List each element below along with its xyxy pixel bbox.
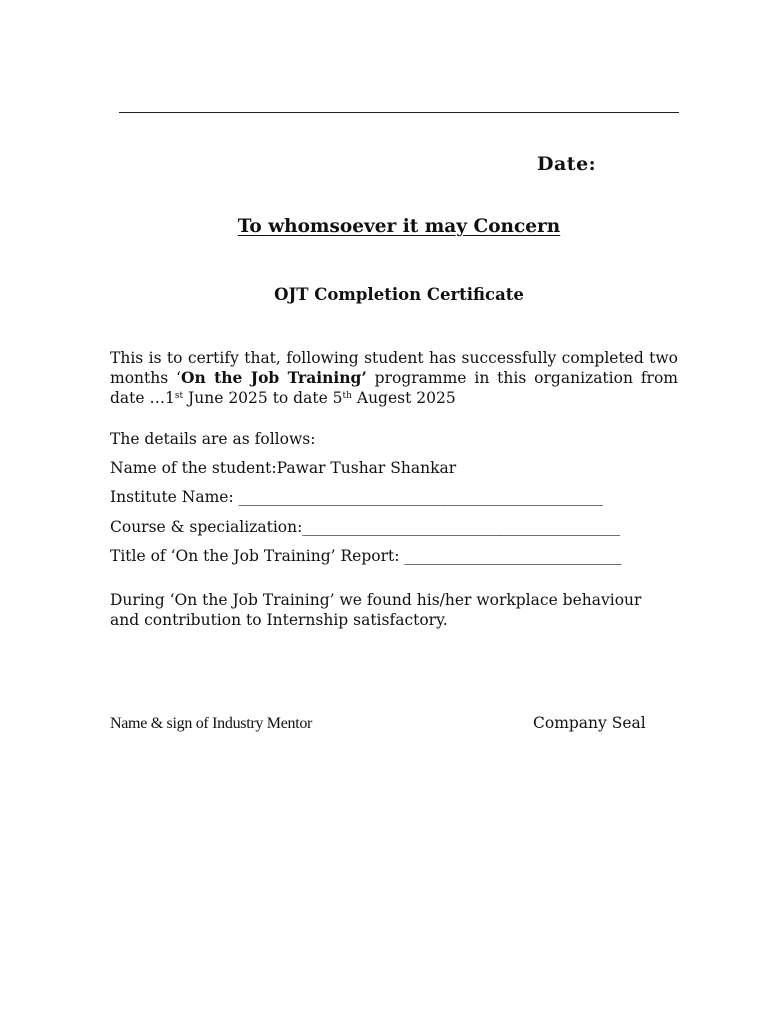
certification-text-part2: programme in this organization from date …1 bbox=[110, 369, 678, 407]
report-title-line: Title of ‘On the Job Training’ Report: ____________________________ bbox=[110, 547, 622, 565]
behaviour-paragraph bbox=[110, 590, 670, 630]
certification-paragraph bbox=[110, 348, 678, 408]
ordinal-superscript-start: st bbox=[174, 391, 184, 401]
company-seal-label: Company Seal bbox=[533, 714, 646, 732]
behaviour-line-2: and contribution to Internship satisfactory. bbox=[110, 611, 448, 629]
concern-heading: To whomsoever it may Concern bbox=[237, 216, 561, 237]
certification-text-part3: June 2025 to date 5 bbox=[183, 389, 343, 407]
mentor-signature-label: Name & sign of Industry Mentor bbox=[110, 715, 313, 732]
date-label: Date: bbox=[537, 153, 597, 175]
institute-name-line: Institute Name: _______________________________________________ bbox=[110, 488, 603, 506]
course-specialization-line: Course & specialization:_________________________________________ bbox=[110, 518, 621, 536]
letterhead-rule bbox=[119, 112, 679, 113]
behaviour-line-1: During ‘On the Job Training’ we found his/her workplace behaviour bbox=[110, 591, 642, 609]
training-name-bold: On the Job Training’ bbox=[181, 368, 367, 387]
certificate-title: OJT Completion Certificate bbox=[274, 285, 524, 304]
details-intro: The details are as follows: bbox=[110, 430, 316, 448]
certification-text-part1: This is to certify that, following student has successfully completed two months ‘ bbox=[110, 349, 678, 387]
student-name-line: Name of the student:Pawar Tushar Shankar bbox=[110, 459, 457, 477]
certification-text-part4: Augest 2025 bbox=[351, 389, 456, 407]
ordinal-superscript-end: th bbox=[342, 391, 352, 401]
